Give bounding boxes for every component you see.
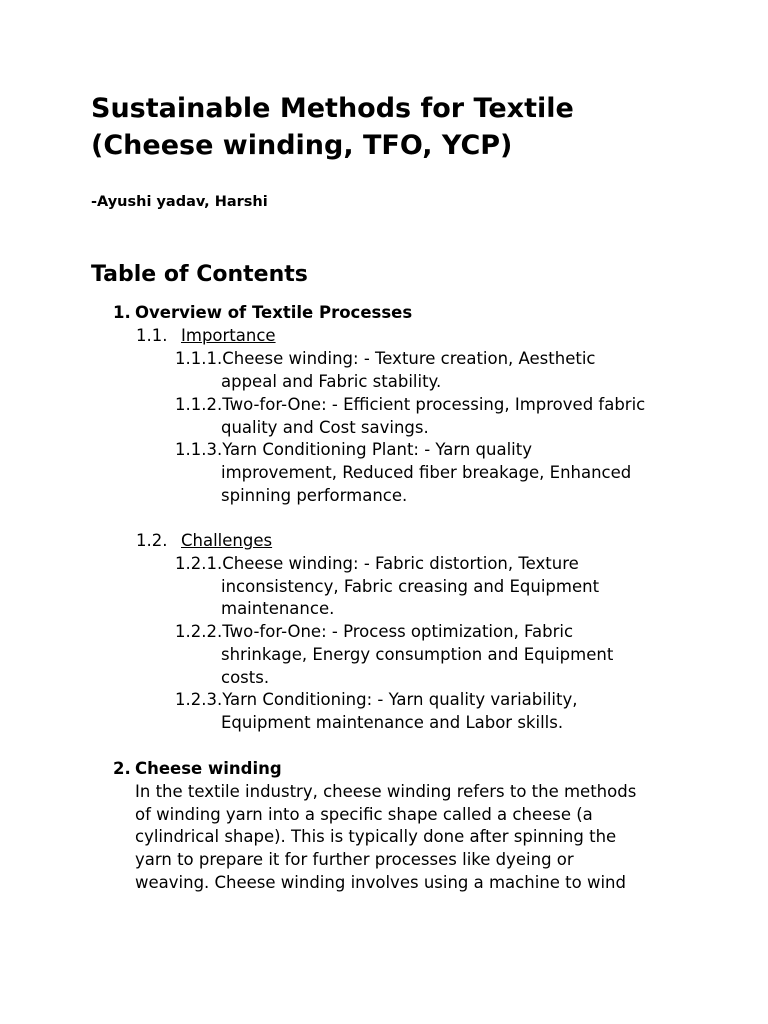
item-text-line: improvement, Reduced fiber breakage, Enhanced xyxy=(221,463,632,482)
section-number: 1. xyxy=(113,303,131,322)
body-text-line: of winding yarn into a specific shape called a cheese (a xyxy=(135,805,593,824)
toc-item-1-1-1 xyxy=(175,347,595,370)
toc-item-1-2-1 xyxy=(175,552,579,575)
subsection-number: 1.1. xyxy=(136,326,168,345)
item-text-line: inconsistency, Fabric creasing and Equipment xyxy=(221,577,600,596)
section-number: 2. xyxy=(113,759,131,778)
section-2-heading xyxy=(113,757,282,780)
subsection-1-2-heading xyxy=(136,529,272,552)
authors: -Ayushi yadav, Harshi xyxy=(91,194,268,210)
item-text-line: maintenance. xyxy=(221,599,335,618)
item-text-line: spinning performance. xyxy=(221,486,408,505)
toc-heading: Table of Contents xyxy=(91,262,308,287)
title-line-1: Sustainable Methods for Textile xyxy=(91,93,574,124)
item-number: 1.1.2. xyxy=(175,395,223,414)
subsection-title: Challenges xyxy=(181,531,273,550)
toc-item-1-1-2 xyxy=(175,393,645,416)
item-text-line: Cheese winding: - Fabric distortion, Texture xyxy=(222,554,579,573)
title-line-2: (Cheese winding, TFO, YCP) xyxy=(91,130,513,161)
body-text-line: In the textile industry, cheese winding refers to the methods xyxy=(135,782,637,801)
subsection-title: Importance xyxy=(181,326,276,345)
document-title xyxy=(91,90,731,164)
subsection-1-1-heading xyxy=(136,324,276,347)
toc-item-1-1-3 xyxy=(175,438,532,461)
item-number: 1.1.1. xyxy=(175,349,223,368)
item-number: 1.2.1. xyxy=(175,554,223,573)
item-text-line: appeal and Fabric stability. xyxy=(221,372,442,391)
item-text-line: Yarn Conditioning: - Yarn quality variability, xyxy=(222,690,578,709)
body-text-line: cylindrical shape). This is typically done after spinning the xyxy=(135,827,617,846)
body-text-line: weaving. Cheese winding involves using a machine to wind xyxy=(135,873,626,892)
item-number: 1.2.2. xyxy=(175,622,223,641)
item-text-line: costs. xyxy=(221,668,270,687)
item-text-line: Cheese winding: - Texture creation, Aesthetic xyxy=(222,349,596,368)
toc-item-1-2-3 xyxy=(175,688,577,711)
item-text-line: quality and Cost savings. xyxy=(221,418,429,437)
item-text-line: Two-for-One: - Process optimization, Fabric xyxy=(222,622,574,641)
item-number: 1.2.3. xyxy=(175,690,223,709)
item-text-line: Two-for-One: - Efficient processing, Improved fabric xyxy=(222,395,646,414)
item-number: 1.1.3. xyxy=(175,440,223,459)
section-title: Overview of Textile Processes xyxy=(135,303,413,322)
subsection-number: 1.2. xyxy=(136,531,168,550)
item-text-line: Yarn Conditioning Plant: - Yarn quality xyxy=(222,440,532,459)
section-1-heading xyxy=(113,301,412,324)
item-text-line: Equipment maintenance and Labor skills. xyxy=(221,713,564,732)
section-title: Cheese winding xyxy=(135,759,282,778)
body-text-line: yarn to prepare it for further processes like dyeing or xyxy=(135,850,574,869)
item-text-line: shrinkage, Energy consumption and Equipment xyxy=(221,645,614,664)
toc-item-1-2-2 xyxy=(175,620,573,643)
